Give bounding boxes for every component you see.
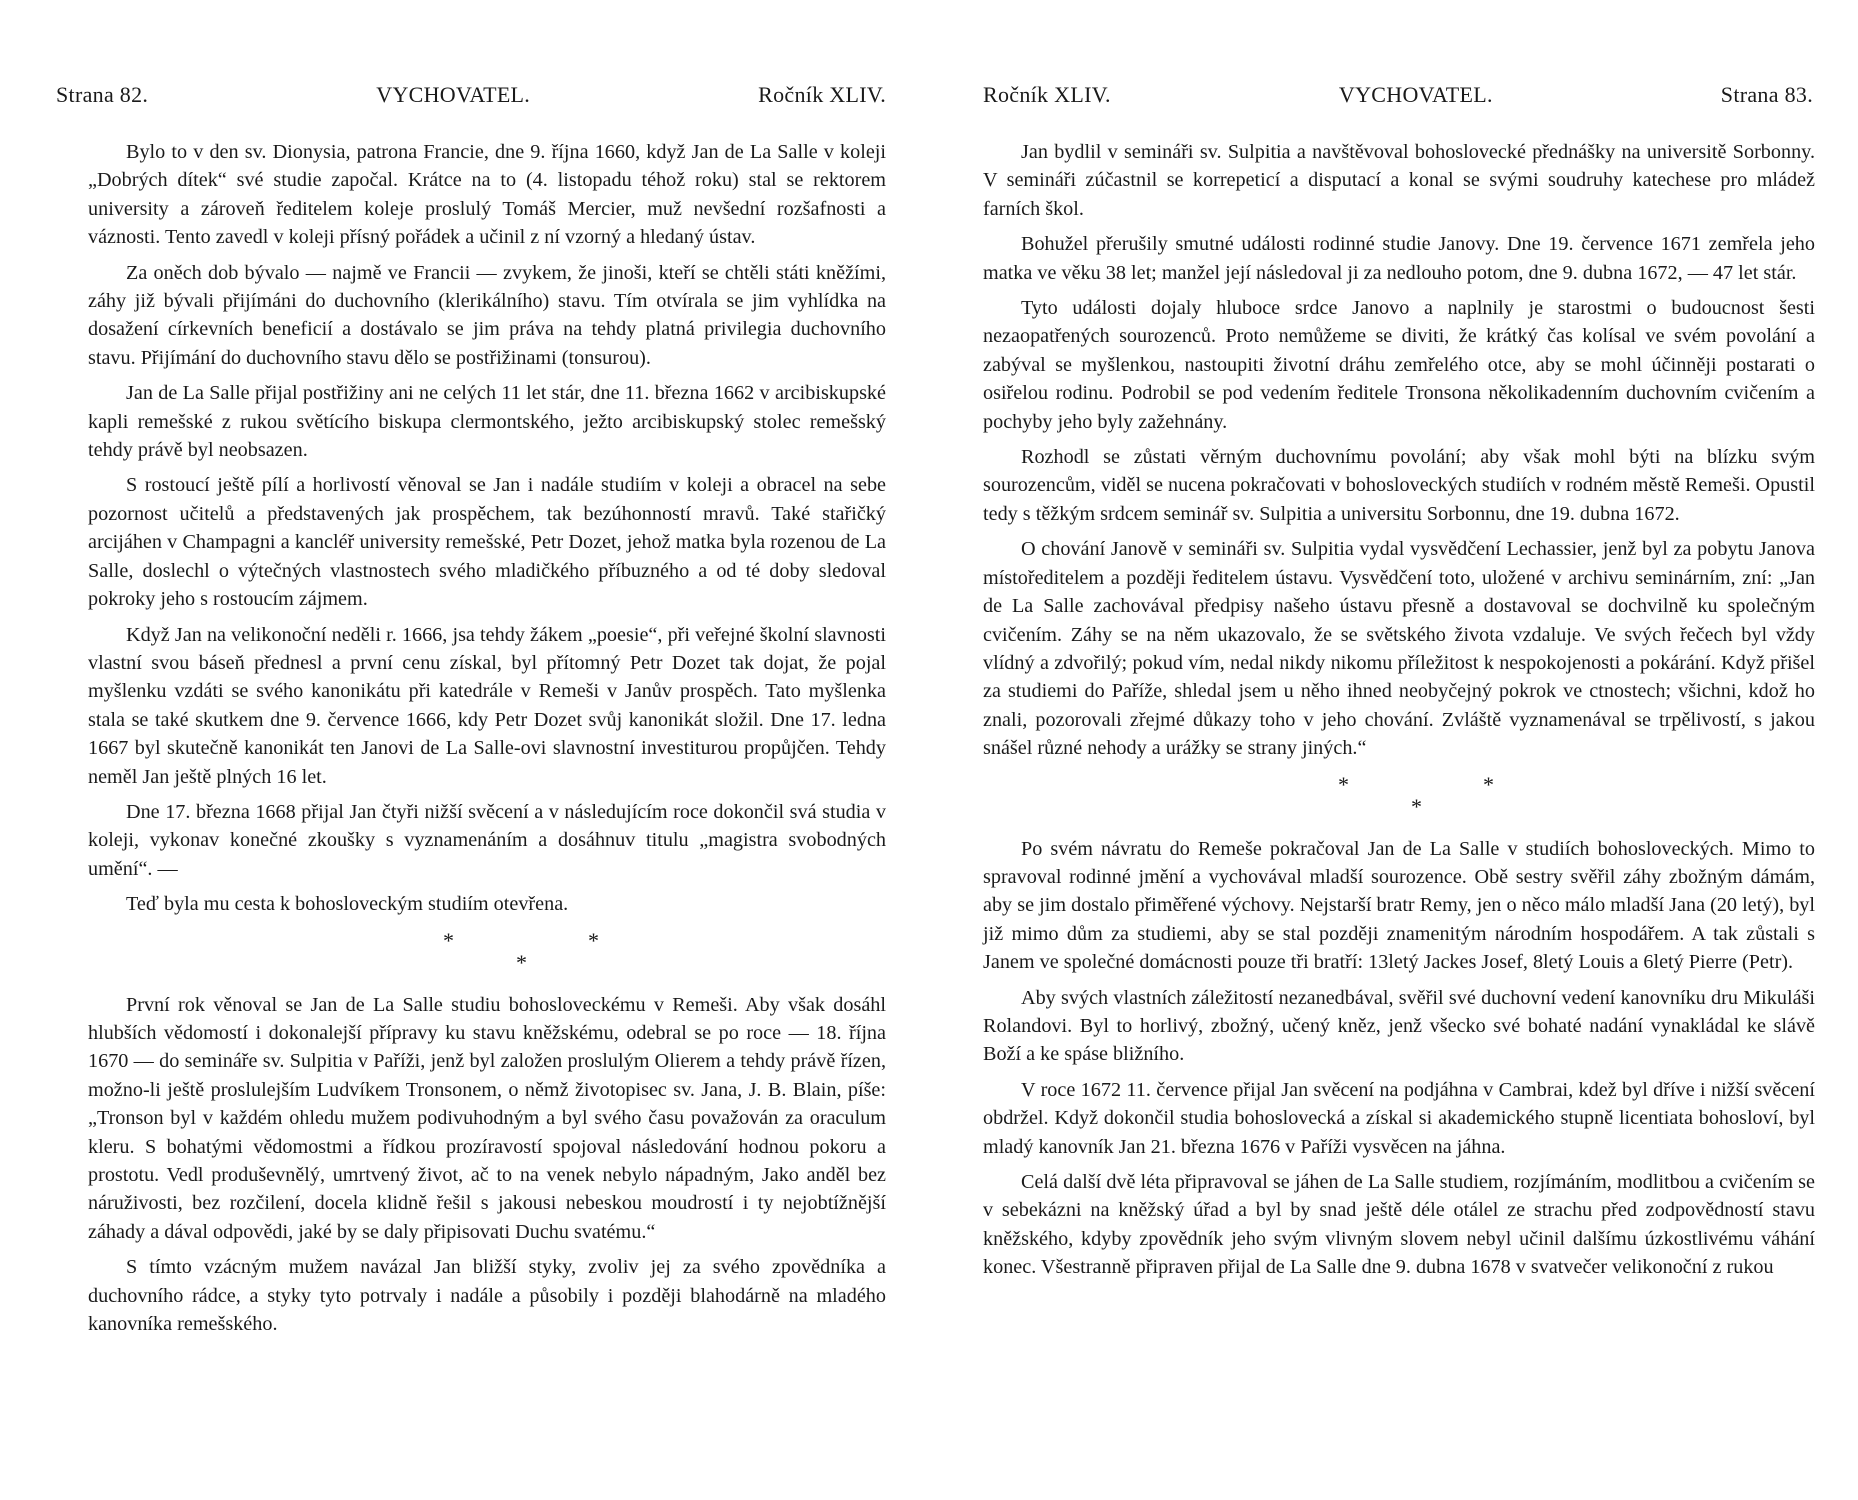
page-number: Strana 82. [56, 82, 149, 107]
page-header [56, 82, 886, 108]
paragraph: Rozhodl se zůstati věrným duchovnímu povolání; aby však mohl býti na blízku svým sourozencům, viděl se nucena pokračovati v bohosloveckých studiích v rodném městě Remeši. Opustil tedy s těžkým srdcem seminář sv. Sulpitia a universitu Sorbonnu, dne 19. dubna 1672. [983, 446, 1815, 525]
asterisk: * [588, 927, 599, 953]
page-body [983, 138, 1815, 1289]
asterisk: * [1411, 793, 1422, 819]
paragraph: Když Jan na velikonoční neděli r. 1666, jsa tehdy žákem „poesie“, při veřejné školní slavnosti vlastní svou báseň přednesl a první cenu získal, byl přítomný Petr Dozet tak dojat, že pojal myšlenku vzdáti se svého kanonikátu při katedrále v Remeši v Janův prospěch. Tato myšlenka stala se také skutkem dne 9. července 1666, kdy Petr Dozet svůj kanonikát složil. Dne 17. ledna 1667 byl skutečně kanonikát ten Janovi de La Salle-ovi slavnostní investiturou propůjčen. Tehdy neměl Jan ještě plných 16 let. [88, 623, 886, 788]
paragraph: Teď byla mu cesta k bohosloveckým studiím otevřena. [126, 893, 569, 916]
paragraph: Tyto události dojaly hluboce srdce Janovo a naplnily je starostmi o budoucnost šesti nezaopatřených sourozenců. Proto nemůžeme se diviti, že krátký čas kolísal ve svém povolání a zabýval se myšlenkou, nastoupiti životní dráhu zemřelého otce, aby se mohl účinněji postarati o osiřelou rodinu. Podrobil se pod vedením ředitele Tronsona několikadenním duchovním cvičením a pochyby jeho byly zažehnány. [983, 297, 1815, 433]
page-number: Strana 83. [1720, 82, 1813, 107]
asterisk: * [516, 949, 527, 975]
asterisk: * [443, 927, 454, 953]
paragraph: S tímto vzácným mužem navázal Jan bližší styky, zvoliv jej za svého zpovědníka a duchovního rádce, a styky tyto potrvaly i nadále a působily i později blahodárně na mladého kanovníka remešského. [88, 1256, 886, 1336]
volume-label: Ročník XLIV. [983, 82, 1111, 107]
paragraph: Jan bydlil v semináři sv. Sulpitia a navštěvoval bohoslovecké přednášky na universitě Sorbonny. V semináři zúčastnil se korrepeticí a disputací a konal se svými soudruhy katechese pro mládež farních škol. [983, 141, 1815, 220]
asterisk: * [1338, 771, 1349, 797]
paragraph: Celá další dvě léta připravoval se jáhen de La Salle studiem, rozjímáním, modlitbou a cvičením se v sebekázni na kněžský úřad a byl by snad ještě déle otálel ze strachu před zodpovědností stavu kněžského, kdyby zpovědník jeho svým vlivným slovem nebyl učinil dalšímu úzkostlivému váhání konec. Všestranně připraven přijal de La Salle dne 9. dubna 1678 v svatvečer velikonoční z rukou [983, 1171, 1815, 1279]
paragraph: S rostoucí ještě pílí a horlivostí věnoval se Jan i nadále studiím v koleji a obracel na sebe pozornost učitelů a představených jak prospěchem, tak bezúhonností mravů. Také stařičký arcijáhen v Champagni a kancléř university remešské, Petr Dozet, jehož matka byla rozenou de La Salle, doslechl o výtečných vlastnostech svého mladičkého příbuzného a od té doby sledoval pokroky jeho s rostoucím zájmem. [88, 474, 886, 611]
journal-title: VYCHOVATEL. [1338, 82, 1493, 107]
page-body [88, 138, 886, 1345]
right-page [929, 0, 1858, 1500]
page-header [983, 82, 1813, 108]
paragraph: Jan de La Salle přijal postřižiny ani ne celých 11 let stár, dne 11. března 1662 v arcibiskupské kapli remešské z rukou světícího biskupa clermontského, ježto arcibiskupský stolec remešský tehdy právě byl neobsazen. [88, 382, 886, 462]
volume-label: Ročník XLIV. [758, 82, 886, 107]
paragraph: V roce 1672 11. července přijal Jan svěcení na podjáhna v Cambrai, kdež byl dříve i nižší svěcení obdržel. Když dokončil studia bohoslovecká a získal si akademického stupně licentiata bohosloví, byl mladý kanovník Jan 21. března 1676 v Paříži vysvěcen na jáhna. [983, 1078, 1815, 1158]
paragraph: První rok věnoval se Jan de La Salle studiu bohosloveckému v Remeši. Aby však dosáhl hlubších vědomostí i dokonalejší přípravy ku stavu kněžskému, odebral se po roce — 18. října 1670 — do semináře sv. Sulpitia v Paříži, jenž byl založen proslulým Olierem a tehdy právě řízen, možno-li ještě proslulejším Ludvíkem Tronsonem, o němž životopisec sv. Jana, J. B. Blain, píše: „Tronson byl v každém ohledu mužem podivuhodným a byl svého času považován za oraculum kleru. S bohatými vědomostmi a řídkou prozíravostí spojoval následování hodnou pokoru a prostotu. Vedl produševnělý, umrtvený život, ač to na venek nebylo nápadným, Jako anděl bez náruživosti, bez rozčilení, docela klidně řešil s jakousi nebeskou moudrostí i ty nejobtížnější záhady a dával odpovědi, jaké by se daly připisovati Duchu svatému.“ [88, 993, 886, 1243]
paragraph: Po svém návratu do Remeše pokračoval Jan de La Salle v studiích bohosloveckých. Mimo to spravoval rodinné jmění a vychovával mladší sourozence. Obě sestry svěřil záhy zbožným dámám, aby se jim dostalo přiměřené výchovy. Nejstarší bratr Remy, jen o něco málo mladší Jana (20 letý), byl již mimo dům za studiemi, aby se stal později znamenitým národním hospodářem. A tak zůstali s Janem ve společné domácnosti pouze tři bratří: 13letý Jackes Josef, 8letý Louis a 6letý Pierre (Petr). [983, 837, 1815, 974]
paragraph: Bohužel přerušily smutné události rodinné studie Janovy. Dne 19. července 1671 zemřela jeho matka ve věku 38 let; manžel její následoval ji za nedlouho potom, dne 9. dubna 1672, — 47 let stár. [983, 233, 1815, 284]
section-divider [88, 927, 886, 985]
paragraph: Aby svých vlastních záležitostí nezanedbával, svěřil své duchovní vedení kanovníku dru Mikuláši Rolandovi. Byl to horlivý, zbožný, učený kněz, jenž všecko své bohaté nadání vynakládal ke slávě Boží a ke spáse bližního. [983, 986, 1815, 1066]
paragraph: O chování Janově v semináři sv. Sulpitia vydal vysvědčení Lechassier, jenž byl za pobytu Janova místoředitelem a později ředitelem ústavu. Vysvědčení toto, uložené v archivu seminárním, zní: „Jan de La Salle zachovával předpisy našeho ústavu přesně a dostavoval se dochvilně ku společným cvičením. Záhy se na něm ukazovalo, že se světského života vzdaluje. Ve svých řečech byl vždy vlídný a zdvořilý; pokud vím, nedal nikdy nikomu příležitost k nespokojenosti a pokárání. Když přišel za studiemi do Paříže, shledal jsem u něho ihned neobyčejný pokrok ve ctnostech; všichni, kdož ho znali, pozorovali zřejmé důkazy toho v jeho chování. Zvláště vyznamenával se trpělivostí, s jakou snášel různé nehody a urážky se strany jiných.“ [983, 538, 1815, 760]
paragraph: Bylo to v den sv. Dionysia, patrona Francie, dne 9. října 1660, když Jan de La Salle v koleji „Dobrých dítek“ své studie započal. Krátce na to (4. listopadu téhož roku) stal se rektorem university a zároveň ředitelem koleje proslulý Tomáš Mercier, muž nevšední rozšafnosti a váznosti. Tento zavedl v koleji přísný pořádek a učinil z ní vzorný a hledaný ústav. [88, 141, 886, 249]
asterisk: * [1483, 771, 1494, 797]
section-divider [983, 771, 1815, 829]
paragraph: Za oněch dob bývalo — najmě ve Francii — zvykem, že jinoši, kteří se chtěli státi kněžími, záhy již bývali přijímáni do duchovního (klerikálního) stavu. Tím otvírala se jim vyhlídka na dosažení církevních beneficií a dostávalo se jim práva na tehdy platná privilegia duchovního stavu. Přijímání do duchovního stavu dělo se postřižinami (tonsurou). [88, 261, 886, 369]
paragraph: Dne 17. března 1668 přijal Jan čtyři nižší svěcení a v následujícím roce dokončil svá studia v koleji, vykonav konečné zkoušky s vyznamenáním a dosáhnuv titulu „magistra svobodných umění“. — [88, 800, 886, 880]
journal-title: VYCHOVATEL. [376, 82, 531, 107]
